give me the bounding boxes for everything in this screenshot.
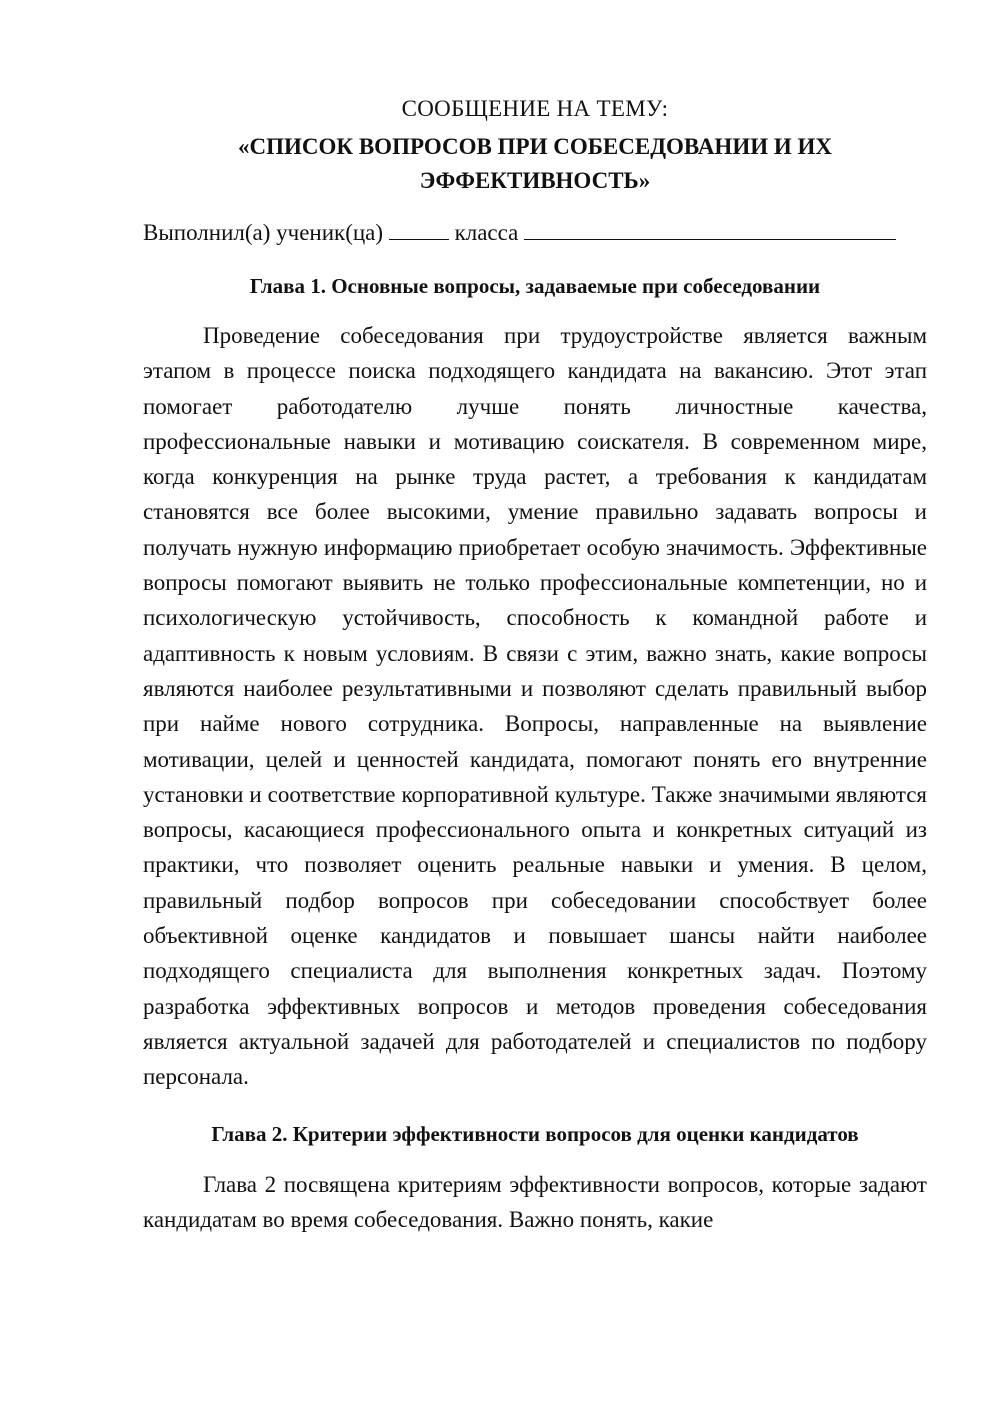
class-number-blank[interactable]	[389, 217, 449, 240]
chapter-1-paragraph: Проведение собеседования при трудоустройстве является важным этапом в процессе поиска подходящего кандидата на вакансию. Этот этап помогает работодателю лучше понять личностные качества, профессиональные навыки и мотивацию соискателя. В современном мире, когда конкуренция на рынке труда растет, а требования к кандидатам становятся все более высокими, умение правильно задавать вопросы и получать нужную информацию приобретает особую значимость. Эффективные вопросы помогают выявить не только профессиональные компетенции, но и психологическую устойчивость, способность к командной работе и адаптивность к новым условиям. В связи с этим, важно знать, какие вопросы являются наиболее результативными и позволяют сделать правильный выбор при найме нового сотрудника. Вопросы, направленные на выявление мотивации, целей и ценностей кандидата, помогают понять его внутренние установки и соответствие корпоративной культуре. Также значимыми являются вопросы, касающиеся профессионального опыта и конкретных ситуаций из практики, что позволяет оценить реальные навыки и умения. В целом, правильный подбор вопросов при собеседовании способствует более объективной оценке кандидатов и повышает шансы найти наиболее подходящего специалиста для выполнения конкретных задач. Поэтому разработка эффективных вопросов и методов проведения собеседования является актуальной задачей для работодателей и специалистов по подбору персонала.	[143, 323, 927, 1090]
chapter-1-heading: Глава 1. Основные вопросы, задаваемые при собеседовании	[249, 274, 821, 298]
document-page	[143, 92, 927, 1237]
chapter-2-heading: Глава 2. Критерии эффективности вопросов для оценки кандидатов	[211, 1121, 859, 1146]
chapter-2-paragraph: Глава 2 посвящена критериям эффективности вопросов, которые задают кандидатам во время собеседования. Важно понять, какие	[143, 1171, 927, 1232]
author-middle: класса	[454, 220, 519, 245]
author-name-blank[interactable]	[524, 217, 896, 240]
document-title-label: СООБЩЕНИЕ НА ТЕМУ:	[401, 96, 669, 121]
document-title: «СПИСОК ВОПРОСОВ ПРИ СОБЕСЕДОВАНИИ И ИХ ЭФФЕКТИВНОСТЬ»	[238, 134, 832, 193]
author-line	[143, 216, 927, 250]
author-prefix: Выполнил(а) ученик(ца)	[143, 220, 384, 245]
